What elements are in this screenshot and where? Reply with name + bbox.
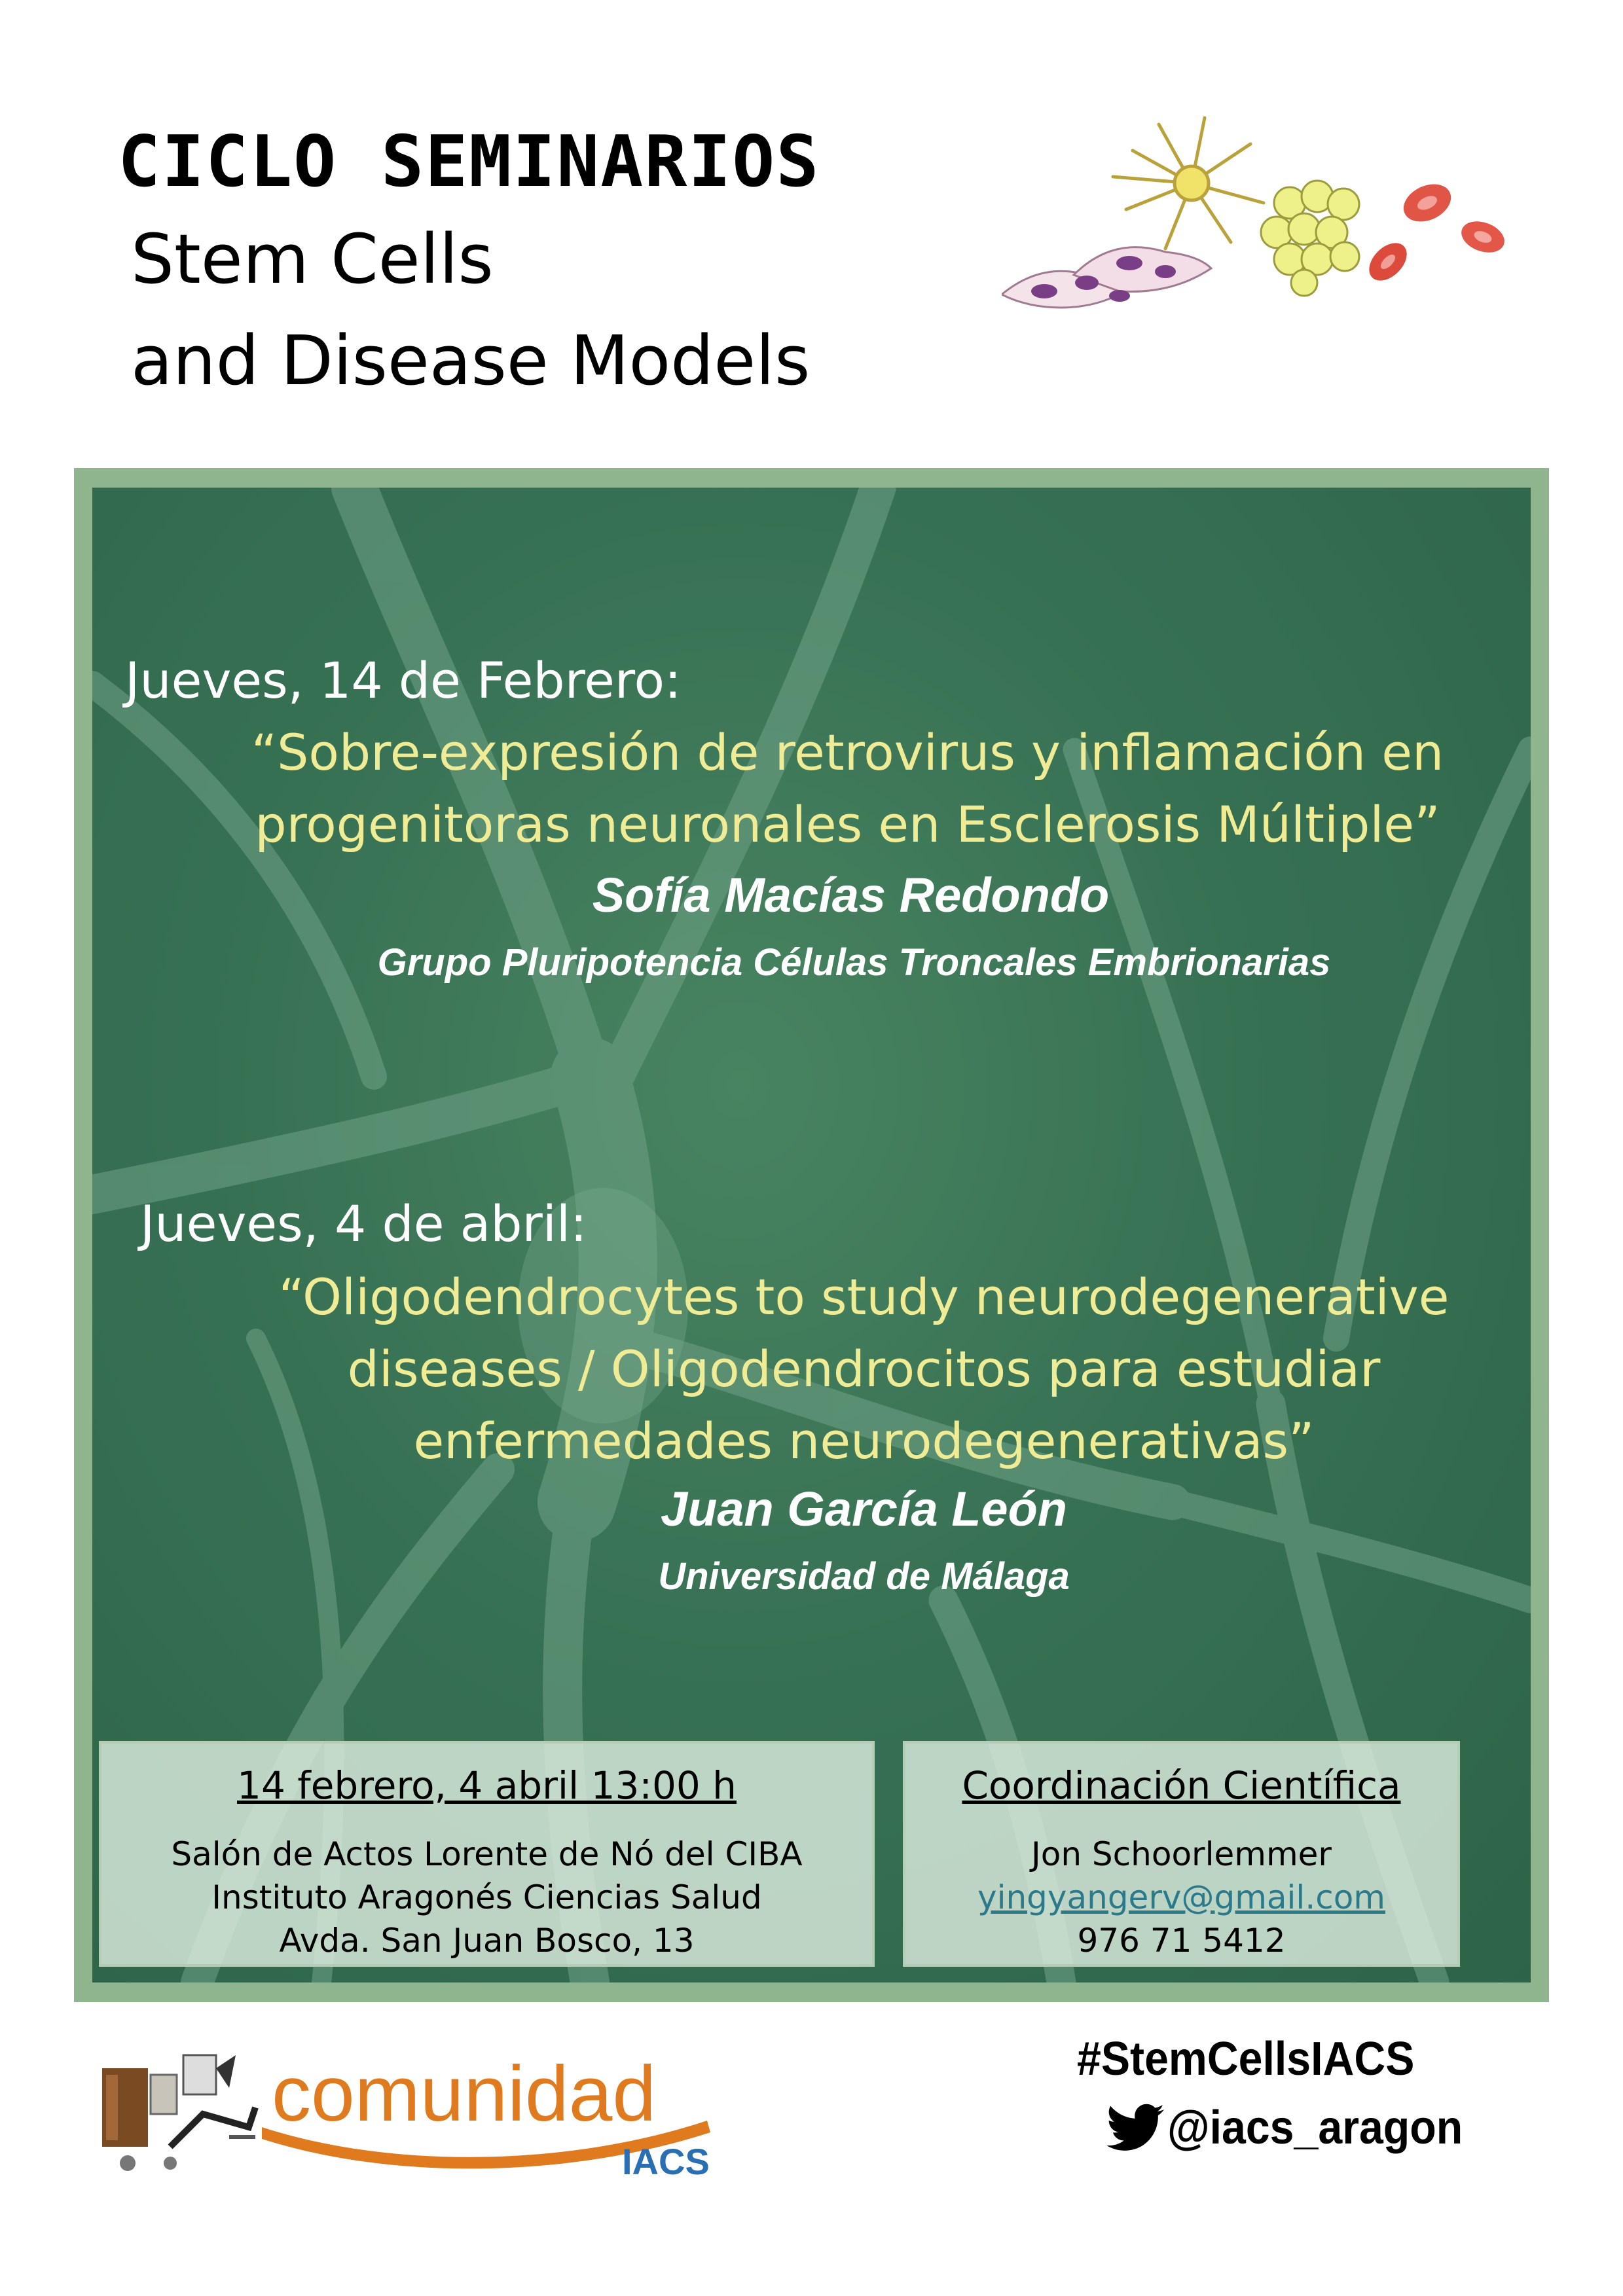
seminar-1-date: Jueves, 14 de Febrero: [125, 651, 682, 709]
coordinator-phone: 976 71 5412 [1077, 1922, 1286, 1960]
logo-sub: IACS [622, 2141, 710, 2179]
fibroblast-cells [1002, 247, 1211, 308]
seminar-2-title-line1: “Oligodendrocytes to study neurodegenerative [278, 1268, 1450, 1326]
seminar-2-title-line2: diseases / Oligodendrocitos para estudiar [347, 1340, 1381, 1398]
coordinator-email-link[interactable]: yingyangerv@gmail.com [977, 1878, 1386, 1916]
cells-illustration [1002, 111, 1519, 334]
logo-figure-icon [102, 2055, 255, 2171]
red-blood-cells [1362, 177, 1508, 287]
coordination-box [903, 1741, 1460, 1967]
seminar-2-date: Jueves, 4 de abril: [140, 1194, 587, 1253]
yellow-cell-cluster [1261, 181, 1359, 296]
twitter-handle-row[interactable] [1106, 2101, 1489, 2166]
seminar-1-title-line1: “Sobre-expresión de retrovirus y inflamación en [251, 723, 1444, 781]
venue-heading: 14 febrero, 4 abril 13:00 h [237, 1763, 737, 1808]
coordination-heading: Coordinación Científica [962, 1763, 1401, 1808]
seminar-panel [92, 488, 1531, 1982]
seminar-2-speaker: Juan García León [661, 1482, 1067, 1536]
series-subtitle-line1: Stem Cells [131, 219, 494, 299]
seminar-1-speaker: Sofía Macías Redondo [592, 868, 1110, 922]
seminar-2-affiliation: Universidad de Málaga [658, 1555, 1070, 1598]
venue-line: Salón de Actos Lorente de Nó del CIBA [171, 1835, 803, 1873]
astrocyte-cell [1113, 118, 1264, 249]
twitter-handle: @iacs_aragon [1167, 2102, 1463, 2154]
venue-line: Avda. San Juan Bosco, 13 [279, 1922, 695, 1960]
coordinator-name: Jon Schoorlemmer [1031, 1835, 1332, 1873]
series-title: CICLO SEMINARIOS [118, 121, 820, 203]
logo-word: comunidad [272, 2050, 657, 2138]
twitter-bird-icon [1106, 2102, 1164, 2153]
seminar-1-title-line2: progenitoras neuronales en Esclerosis Múltiple” [255, 795, 1440, 853]
comunidad-iacs-logo [98, 2029, 727, 2179]
venue-box [99, 1741, 875, 1967]
venue-line: Instituto Aragonés Ciencias Salud [211, 1878, 762, 1916]
seminar-2-title-line3: enfermedades neurodegenerativas” [413, 1412, 1315, 1470]
seminar-1-affiliation: Grupo Pluripotencia Células Troncales Embrionarias [377, 941, 1331, 984]
hashtag[interactable]: #StemCellsIACS [1077, 2033, 1415, 2085]
series-subtitle-line2: and Disease Models [131, 321, 811, 401]
